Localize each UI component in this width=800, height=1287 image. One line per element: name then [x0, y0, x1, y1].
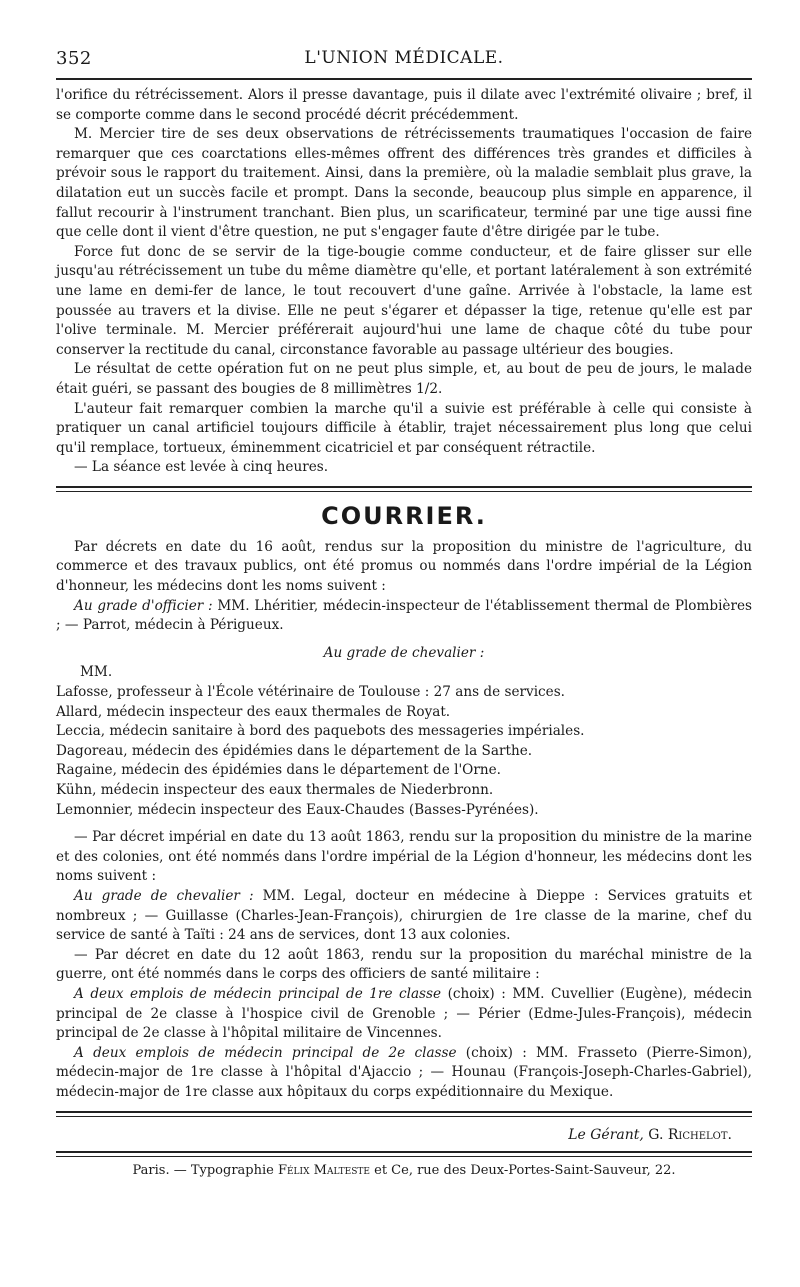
imprint-divider: [56, 1151, 752, 1157]
gerant-name: G. Richelot.: [648, 1126, 732, 1143]
section-divider: [56, 486, 752, 492]
list-item: Lafosse, professeur à l'École vétérinaire de Toulouse : 27 ans de services.: [56, 684, 566, 701]
printer-imprint: [56, 1163, 752, 1178]
list-item: Kühn, médecin inspecteur des eaux thermales de Niederbronn.: [56, 782, 494, 798]
guerre-paragraph-1: [56, 985, 752, 1044]
officier-label: Au grade d'officier :: [74, 597, 213, 614]
footer-divider: [56, 1111, 752, 1117]
guerre-decree: — Par décret en date du 12 août 1863, rendu sur la proposition du maréchal ministre de la guerre, ont été nommés dans le corps des officiers de santé militaire :: [56, 946, 752, 983]
page-number: 352: [56, 48, 92, 69]
imprint-prefix: Paris. — Typographie: [132, 1162, 278, 1178]
courrier-section: [56, 538, 752, 1103]
guerre-text-2: (choix) : MM. Frasseto (Pierre-Simon), médecin-major de 1re classe à l'hôpital d'Ajaccio ; — Hounau (François-Joseph-Charles-Gabriel), médecin-major de 1re classe aux hôpitaux du corps expéditionnaire du Mexique.: [56, 1044, 752, 1100]
marine-paragraph: [56, 887, 752, 946]
gerant-label: Le Gérant,: [568, 1126, 644, 1143]
officier-text: MM. Lhéritier, médecin-inspecteur de l'établissement thermal de Plombières ; — Parrot, médecin à Périgueux.: [56, 597, 752, 634]
marine-label: Au grade de chevalier :: [74, 887, 254, 904]
journal-title: L'UNION MÉDICALE.: [304, 48, 504, 68]
mm-label: MM.: [80, 664, 113, 681]
header-rule: [56, 78, 752, 80]
section-title: COURRIER.: [321, 501, 487, 530]
imprint-name: Félix Malteste: [277, 1162, 370, 1178]
session-report: [56, 86, 752, 478]
session-closing: — La séance est levée à cinq heures.: [74, 459, 329, 476]
guerre-label-2: A deux emplois de médecin principal de 2e classe: [74, 1044, 457, 1061]
paragraph: L'auteur fait remarquer combien la marche qu'il a suivie est préférable à celle qui consiste à pratiquer un canal artificiel toujours difficile à établir, trajet nécessairement plus long que celui qu'il remplace, tortueux, éminemment cicatriciel et par conséquent rétractile.: [56, 400, 752, 456]
guerre-label-1: A deux emplois de médecin principal de 1re classe: [74, 985, 442, 1002]
guerre-paragraph-2: [56, 1044, 752, 1103]
running-header: [56, 44, 752, 74]
gerant-signature: [56, 1127, 732, 1143]
list-item: Lemonnier, médecin inspecteur des Eaux-Chaudes (Basses-Pyrénées).: [56, 801, 539, 818]
list-item: Leccia, médecin sanitaire à bord des paquebots des messageries impériales.: [56, 723, 585, 740]
paragraph: l'orifice du rétrécissement. Alors il presse davantage, puis il dilate avec l'extrémité olivaire ; bref, il se comporte comme dans le second procédé décrit précédemment.: [56, 87, 752, 123]
list-item: Ragaine, médecin des épidémies dans le département de l'Orne.: [56, 762, 501, 779]
paragraph: Le résultat de cette opération fut on ne peut plus simple, et, au bout de peu de jours, le malade était guéri, se passant des bougies de 8 millimètres 1/2.: [56, 361, 752, 397]
officier-paragraph: [56, 597, 752, 636]
paragraph: Force fut donc de se servir de la tige-bougie comme conducteur, et de faire glisser sur elle jusqu'au rétrécissement un tube du même diamètre qu'elle, et portant latéralement à son extrémité une lame en demi-fer de lance, le tout recouvert d'une gaîne. Arrivée à l'obstacle, la lame est poussée au travers et la divise. Elle ne peut s'égarer et dépasser la tige, retenue qu'elle est par l'olive terminale. M. Mercier préférerait aujourd'hui une lame de chaque côté du tube pour conserver la rectitude du canal, circonstance favorable au passage ultérieur des bougies.: [56, 243, 752, 358]
list-item: Allard, médecin inspecteur des eaux thermales de Royat.: [56, 703, 451, 720]
imprint-suffix: et Ce, rue des Deux-Portes-Saint-Sauveur, 22.: [370, 1162, 676, 1178]
spacer: [56, 820, 752, 828]
decree-intro: Par décrets en date du 16 août, rendus sur la proposition du ministre de l'agriculture, du commerce et des travaux publics, ont été promus ou nommés dans l'ordre impérial de la Légion d'honneur, les médecins dont les noms suivent :: [56, 538, 752, 595]
marine-decree: — Par décret impérial en date du 13 août 1863, rendu sur la proposition du ministre de la marine et des colonies, ont été nommés dans l'ordre impérial de la Légion d'honneur, les médecins dont les noms suivent :: [56, 829, 752, 885]
paragraph: M. Mercier tire de ses deux observations de rétrécissements traumatiques l'occasion de faire remarquer que ces coarctations elles-mêmes offrent des différences très grandes et difficiles à prévoir sous le rapport du traitement. Ainsi, dans la première, où la maladie semblait plus grave, la dilatation eut un succès facile et prompt. Dans la seconde, beaucoup plus simple en apparence, il fallut recourir à l'instrument tranchant. Bien plus, un scarificateur, terminé par une tige aussi fine que celle dont il vient d'être question, ne put s'engager faute d'être dirigée par le tube.: [56, 126, 752, 241]
chevalier-list: [56, 663, 752, 820]
chevalier-heading: Au grade de chevalier :: [323, 644, 485, 661]
list-item: Dagoreau, médecin des épidémies dans le département de la Sarthe.: [56, 742, 533, 759]
marine-text: MM. Legal, docteur en médecine à Dieppe : Services gratuits et nombreux ; — Guillasse (Charles-Jean-François), chirurgien de 1re classe de la marine, chef du service de santé à Taïti : 24 ans de services, dont 13 aux colonies.: [56, 887, 752, 944]
spacer: [56, 636, 752, 644]
guerre-text-1: (choix) : MM. Cuvellier (Eugène), médecin principal de 2e classe à l'hospice civil de Grenoble ; — Périer (Edme-Jules-François), médecin principal de 2e classe à l'hôpital militaire de Vincennes.: [56, 985, 753, 1042]
